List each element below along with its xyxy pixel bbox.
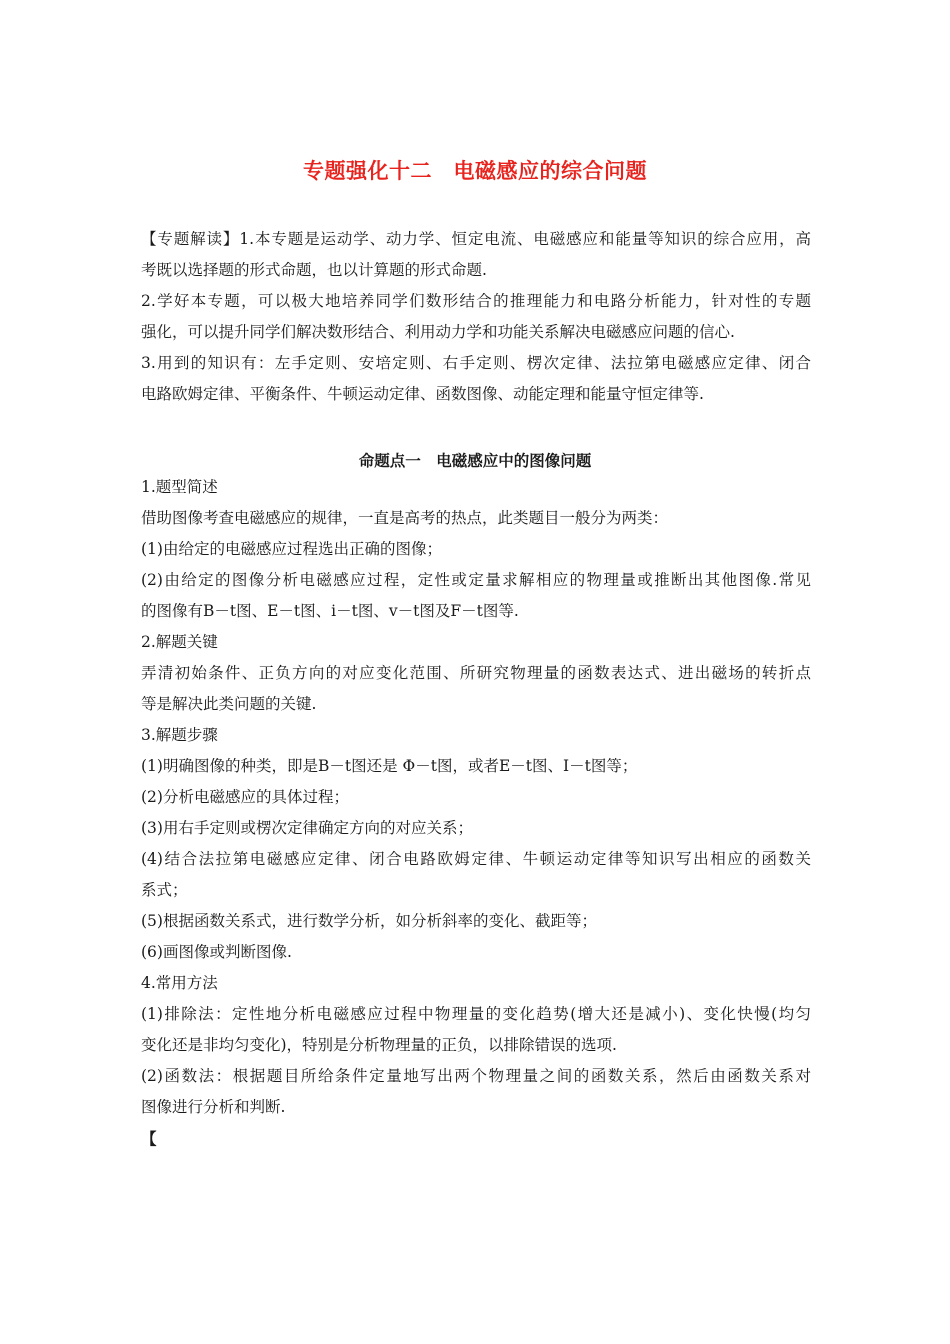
body-line: (1)明确图像的种类，即是B－t图还是 Φ－t图，或者E－t图、I－t图等； (141, 757, 638, 775)
body-line: (2)分析电磁感应的具体过程； (141, 788, 349, 806)
body-line: (5)根据函数关系式，进行数学分析，如分析斜率的变化、截距等； (141, 912, 597, 930)
intro-line: 强化，可以提升同学们解决数形结合、利用动力学和功能关系解决电磁感应问题的信心. (141, 323, 735, 341)
body-line: (3)用右手定则或楞次定律确定方向的对应关系； (141, 819, 473, 837)
body-line: 【 (141, 1129, 157, 1148)
body-line: (2)函数法：根据题目所给条件定量地写出两个物理量之间的函数关系，然后由函数关系对 (141, 1067, 811, 1085)
body-line: 2.解题关键 (141, 633, 218, 651)
intro-line: 考既以选择题的形式命题，也以计算题的形式命题. (141, 261, 487, 279)
body-line: 变化还是非均匀变化)，特别是分析物理量的正负，以排除错误的选项. (141, 1036, 617, 1054)
intro-line: 3.用到的知识有：左手定则、安培定则、右手定则、楞次定律、法拉第电磁感应定律、闭合 (141, 354, 811, 372)
section-body (141, 472, 811, 1154)
intro-line: 2.学好本专题，可以极大地培养同学们数形结合的推理能力和电路分析能力，针对性的专题 (141, 292, 811, 310)
intro-line: 电路欧姆定律、平衡条件、牛顿运动定律、函数图像、动能定理和能量守恒定律等. (141, 385, 704, 403)
body-line: (2)由给定的图像分析电磁感应过程，定性或定量求解相应的物理量或推断出其他图像.常见 (141, 571, 811, 589)
body-line: 图像进行分析和判断. (141, 1098, 286, 1116)
page-title: 专题强化十二 电磁感应的综合问题 (303, 159, 647, 183)
body-line: (1)由给定的电磁感应过程选出正确的图像； (141, 540, 442, 558)
body-line: 等是解决此类问题的关键. (141, 695, 317, 713)
body-line: 系式； (141, 881, 188, 899)
intro-line: 【专题解读】1.本专题是运动学、动力学、恒定电流、电磁感应和能量等知识的综合应用，高 (141, 230, 811, 248)
body-line: (6)画图像或判断图像. (141, 943, 292, 961)
body-line: 弄清初始条件、正负方向的对应变化范围、所研究物理量的函数表达式、进出磁场的转折点 (141, 664, 811, 682)
body-line: (1)排除法：定性地分析电磁感应过程中物理量的变化趋势(增大还是减小)、变化快慢(均匀 (141, 1005, 811, 1023)
body-line: (4)结合法拉第电磁感应定律、闭合电路欧姆定律、牛顿运动定律等知识写出相应的函数关 (141, 850, 811, 868)
body-line: 3.解题步骤 (141, 726, 218, 744)
body-line: 1.题型简述 (141, 478, 218, 496)
body-line: 的图像有B－t图、E－t图、i－t图、v－t图及F－t图等. (141, 602, 519, 620)
body-line: 4.常用方法 (141, 974, 218, 992)
intro-block (141, 224, 811, 410)
section-heading: 命题点一 电磁感应中的图像问题 (358, 452, 592, 470)
body-line: 借助图像考查电磁感应的规律，一直是高考的热点，此类题目一般分为两类： (141, 509, 669, 527)
